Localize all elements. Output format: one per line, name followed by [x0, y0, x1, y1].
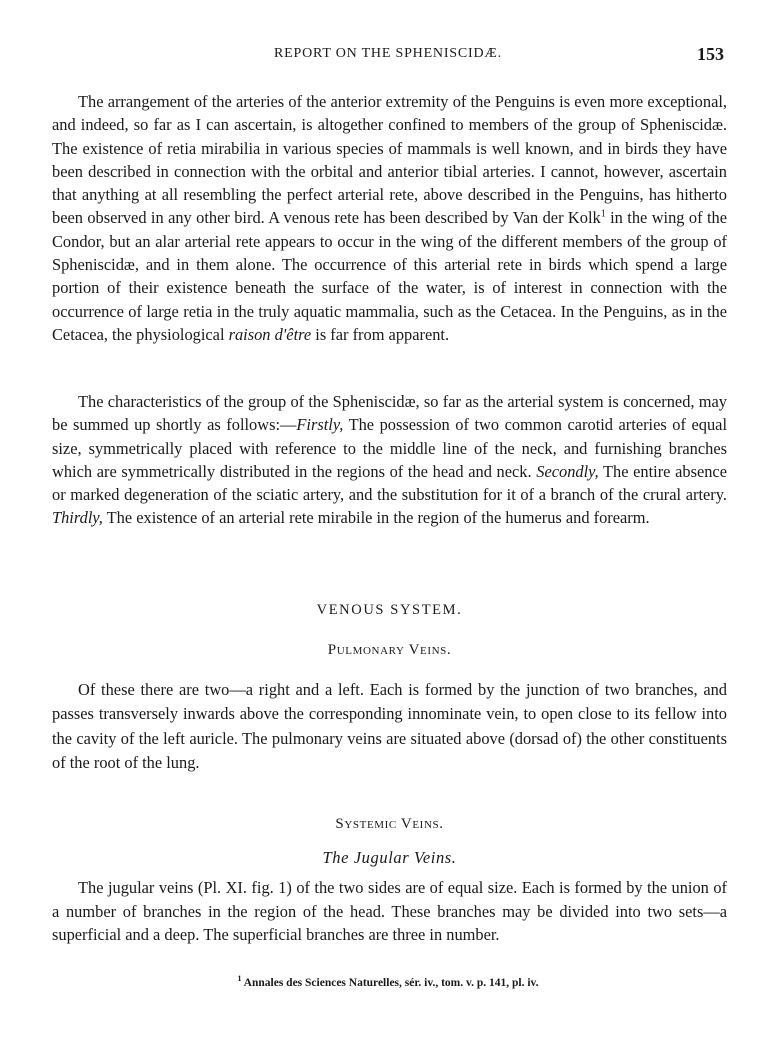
- footnote-marker: 1: [237, 974, 242, 983]
- text-run: is far from apparent.: [311, 324, 450, 344]
- italic-phrase: Thirdly,: [52, 508, 103, 528]
- footnote-reference: 1: [600, 209, 606, 221]
- footnote: [52, 974, 724, 989]
- paragraph-text: [52, 90, 727, 346]
- subsection-heading-pulmonary-veins: Pulmonary Veins.: [327, 642, 452, 658]
- section-heading-venous-system: VENOUS SYSTEM.: [316, 602, 463, 618]
- italic-phrase: Firstly,: [296, 415, 344, 435]
- page-number: 153: [697, 44, 724, 64]
- paragraph-jugular-veins: [52, 876, 727, 947]
- text-run: in the wing of the Condor, but an alar arterial rete appears to occur in the wing of the different members of the group of Spheniscidæ, and in them alone. The occurrence of this arterial rete in birds which spend a large portion of their existence beneath the surface of the water, is of interest in connection with the occurrence of large retia in the truly aquatic mammalia, such as the Cetacea. In the Penguins, as in the Cetacea, the physiological: [52, 208, 727, 344]
- text-run: The entire absence or marked degeneration of the sciatic artery, and the substitution for it of a branch of the crural artery.: [52, 461, 727, 505]
- paragraph-arterial-rete: [52, 90, 727, 346]
- paragraph-pulmonary-veins: [52, 678, 727, 775]
- text-run: The characteristics of the group of the Spheniscidæ, so far as the arterial system is concerned, may be summed up shortly as follows:—: [52, 392, 727, 435]
- running-head: [52, 44, 724, 68]
- text-run: The existence of an arterial rete mirabile in the region of the humerus and forearm.: [102, 508, 650, 528]
- paragraph-text: Of these there are two—a right and a left. Each is formed by the junction of two branches, and passes transversely inwards above the corresponding innominate vein, to open close to its fellow into the cavity of the left auricle. The pulmonary veins are situated above (dorsad of) the other constituents of the root of the lung.: [52, 680, 727, 772]
- subsubsection-heading-jugular-veins: The Jugular Veins.: [322, 848, 457, 867]
- italic-phrase: raison d'être: [228, 324, 312, 344]
- running-title: REPORT ON THE SPHENISCIDÆ.: [274, 46, 502, 61]
- paragraph-text: The jugular veins (Pl. XI. fig. 1) of the two sides are of equal size. Each is formed by the union of a number of branches in the region of the head. These branches may be divided into two sets—a superficial and a deep. The superficial branches are three in number.: [52, 878, 727, 944]
- footnote-text: Annales des Sciences Naturelles, sér. iv., tom. v. p. 141, pl. iv.: [241, 976, 539, 989]
- subsection-heading-systemic-veins: Systemic Veins.: [335, 816, 444, 832]
- text-run: The possession of two common carotid arteries of equal size, symmetrically placed with reference to the middle line of the neck, and furnishing branches which are symmetrically distributed in the regions of the head and neck.: [52, 415, 727, 481]
- text-run: The arrangement of the arteries of the anterior extremity of the Penguins is even more exceptional, and indeed, so far as I can ascertain, is altogether confined to members of the group of Spheniscidæ. The existence of retia mirabilia in various species of mammals is well known, and in birds they have been described in connection with the orbital and anterior tibial arteries. I cannot, however, ascertain that anything at all resembling the perfect arterial rete, above described in the Penguins, has hitherto been observed in any other bird. A venous rete has been described by Van der Kolk: [52, 92, 727, 228]
- paragraph-characteristics: [52, 390, 727, 530]
- paragraph-text: [52, 390, 727, 530]
- italic-phrase: Secondly,: [536, 461, 599, 481]
